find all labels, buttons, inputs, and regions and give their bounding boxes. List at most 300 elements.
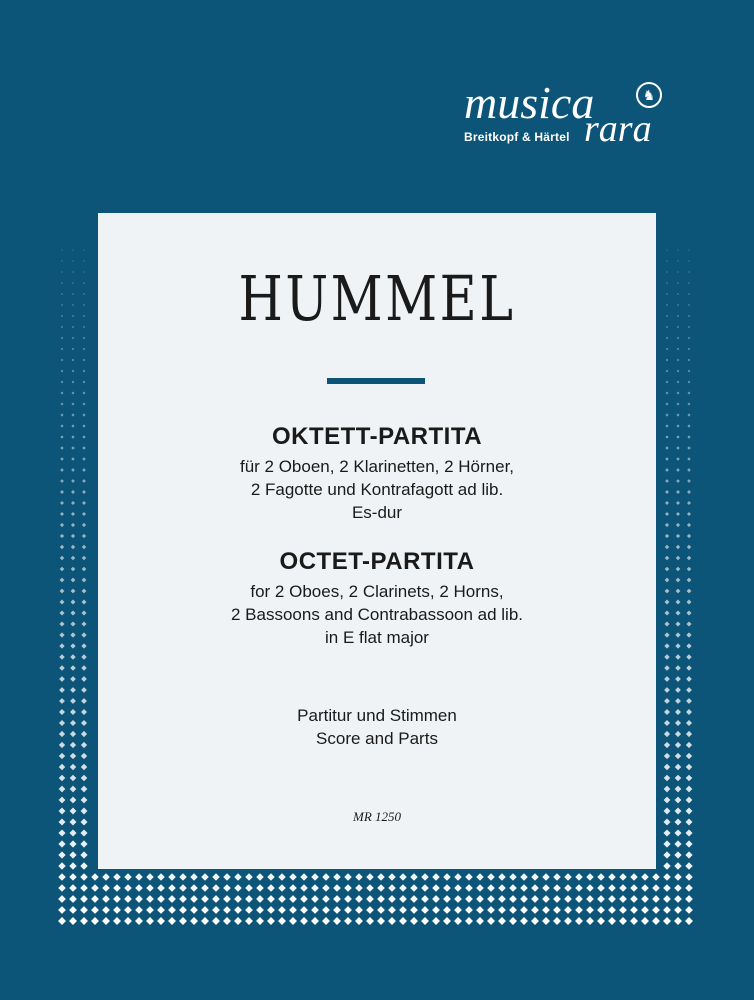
- pattern-dot: [687, 545, 691, 549]
- pattern-dot: [70, 786, 77, 793]
- pattern-dot: [82, 402, 85, 405]
- pattern-dot: [70, 676, 76, 682]
- english-description: [98, 580, 656, 649]
- pattern-dot: [666, 359, 669, 362]
- pattern-dot: [686, 731, 692, 737]
- pattern-dot: [82, 534, 86, 538]
- pattern-dot: [72, 381, 75, 384]
- pattern-dot: [72, 282, 74, 284]
- pattern-dot: [201, 917, 209, 925]
- pattern-dot: [410, 884, 418, 892]
- pattern-dot: [157, 917, 165, 925]
- pattern-dot: [677, 315, 679, 317]
- pattern-dot: [686, 621, 691, 626]
- pattern-dot: [686, 687, 692, 693]
- pattern-dot: [124, 873, 132, 881]
- pattern-dot: [465, 906, 473, 914]
- pattern-dot: [355, 884, 363, 892]
- pattern-dot: [60, 402, 63, 405]
- pattern-dot: [666, 337, 668, 339]
- pattern-dot: [675, 643, 680, 648]
- pattern-dot: [60, 567, 65, 572]
- pattern-dot: [675, 654, 680, 659]
- pattern-dot: [676, 545, 680, 549]
- pattern-dot: [665, 512, 669, 516]
- pattern-dot: [454, 906, 462, 914]
- pattern-dot: [619, 906, 627, 914]
- pattern-dot: [675, 786, 682, 793]
- pattern-dot: [83, 381, 86, 384]
- german-line: 2 Fagotte und Kontrafagott ad lib.: [250, 480, 504, 499]
- german-line: Es-dur: [351, 503, 403, 522]
- pattern-dot: [586, 873, 594, 881]
- pattern-dot: [300, 895, 308, 903]
- pattern-dot: [586, 884, 594, 892]
- pattern-dot: [564, 906, 572, 914]
- pattern-dot: [498, 873, 506, 881]
- pattern-dot: [688, 271, 690, 273]
- pattern-dot: [81, 819, 88, 826]
- pattern-dot: [59, 698, 65, 704]
- pattern-dot: [212, 873, 220, 881]
- pattern-dot: [432, 873, 440, 881]
- pattern-dot: [498, 917, 506, 925]
- pattern-dot: [665, 457, 669, 461]
- pattern-dot: [61, 304, 63, 306]
- pattern-dot: [685, 895, 693, 903]
- pattern-dot: [157, 873, 165, 881]
- pattern-dot: [234, 873, 242, 881]
- pattern-dot: [58, 862, 65, 869]
- pattern-dot: [676, 446, 679, 449]
- pattern-dot: [454, 917, 462, 925]
- pattern-dot: [83, 293, 85, 295]
- pattern-dot: [688, 348, 691, 351]
- pattern-dot: [69, 884, 77, 892]
- pattern-dot: [687, 600, 692, 605]
- pattern-dot: [58, 884, 66, 892]
- pattern-dot: [70, 797, 77, 804]
- pattern-dot: [688, 381, 691, 384]
- pattern-dot: [179, 873, 187, 881]
- pattern-dot: [58, 906, 66, 914]
- pattern-dot: [665, 556, 669, 560]
- pattern-dot: [676, 413, 679, 416]
- pattern-dot: [677, 282, 679, 284]
- pattern-dot: [60, 545, 64, 549]
- pattern-dot: [135, 917, 143, 925]
- pattern-dot: [665, 479, 669, 483]
- pattern-dot: [686, 742, 692, 748]
- pattern-dot: [675, 819, 682, 826]
- pattern-dot: [82, 600, 87, 605]
- pattern-dot: [333, 884, 341, 892]
- pattern-dot: [542, 884, 550, 892]
- pattern-dot: [685, 906, 693, 914]
- pattern-dot: [60, 424, 63, 427]
- pattern-dot: [410, 873, 418, 881]
- pattern-dot: [60, 479, 64, 483]
- pattern-dot: [677, 337, 679, 339]
- pattern-dot: [72, 293, 74, 295]
- pattern-dot: [677, 348, 680, 351]
- pattern-dot: [168, 884, 176, 892]
- english-line: in E flat major: [325, 628, 429, 647]
- pattern-dot: [664, 643, 669, 648]
- pattern-dot: [675, 698, 681, 704]
- pattern-dot: [663, 895, 671, 903]
- pattern-dot: [82, 468, 86, 472]
- pattern-dot: [113, 884, 121, 892]
- pattern-dot: [102, 873, 110, 881]
- pattern-dot: [322, 884, 330, 892]
- pattern-dot: [597, 884, 605, 892]
- pattern-dot: [146, 884, 154, 892]
- pattern-dot: [71, 446, 74, 449]
- swan-emblem-icon: ♞: [636, 82, 662, 108]
- pattern-dot: [61, 392, 64, 395]
- pattern-dot: [91, 884, 99, 892]
- pattern-dot: [677, 359, 680, 362]
- pattern-dot: [60, 435, 63, 438]
- pattern-dot: [80, 862, 87, 869]
- pattern-dot: [344, 917, 352, 925]
- pattern-dot: [60, 556, 64, 560]
- pattern-dot: [333, 873, 341, 881]
- pattern-dot: [234, 906, 242, 914]
- pattern-dot: [388, 906, 396, 914]
- pattern-dot: [553, 906, 561, 914]
- pattern-dot: [663, 917, 671, 925]
- pattern-dot: [81, 687, 87, 693]
- pattern-dot: [666, 271, 668, 273]
- pattern-dot: [665, 578, 670, 583]
- pattern-dot: [59, 665, 65, 671]
- pattern-dot: [60, 523, 64, 527]
- pattern-dot: [676, 534, 680, 538]
- pattern-dot: [597, 917, 605, 925]
- pattern-dot: [102, 906, 110, 914]
- pattern-dot: [652, 895, 660, 903]
- pattern-dot: [102, 884, 110, 892]
- pattern-dot: [664, 687, 670, 693]
- pattern-dot: [60, 446, 63, 449]
- pattern-dot: [60, 578, 65, 583]
- edition-info: [98, 704, 656, 750]
- pattern-dot: [344, 906, 352, 914]
- pattern-dot: [687, 512, 691, 516]
- pattern-dot: [564, 917, 572, 925]
- pattern-dot: [677, 249, 679, 251]
- pattern-dot: [652, 906, 660, 914]
- pattern-dot: [675, 687, 681, 693]
- pattern-dot: [377, 884, 385, 892]
- pattern-dot: [135, 906, 143, 914]
- pattern-dot: [82, 578, 87, 583]
- pattern-dot: [553, 917, 561, 925]
- pattern-dot: [245, 895, 253, 903]
- pattern-dot: [124, 906, 132, 914]
- pattern-dot: [113, 895, 121, 903]
- pattern-dot: [82, 435, 85, 438]
- pattern-dot: [542, 873, 550, 881]
- pattern-dot: [71, 457, 75, 461]
- pattern-dot: [686, 764, 692, 770]
- pattern-dot: [83, 271, 85, 273]
- pattern-dot: [619, 873, 627, 881]
- pattern-dot: [80, 895, 88, 903]
- pattern-dot: [597, 906, 605, 914]
- pattern-dot: [687, 534, 691, 538]
- pattern-dot: [575, 895, 583, 903]
- pattern-dot: [676, 435, 679, 438]
- pattern-dot: [72, 260, 74, 262]
- pattern-dot: [608, 884, 616, 892]
- pattern-dot: [81, 621, 86, 626]
- pattern-dot: [366, 895, 374, 903]
- pattern-dot: [60, 534, 64, 538]
- pattern-dot: [311, 917, 319, 925]
- pattern-dot: [676, 512, 680, 516]
- pattern-dot: [59, 632, 64, 637]
- pattern-dot: [666, 260, 668, 262]
- pattern-dot: [677, 304, 679, 306]
- pattern-dot: [564, 895, 572, 903]
- pattern-dot: [234, 884, 242, 892]
- pattern-dot: [688, 337, 690, 339]
- pattern-dot: [344, 895, 352, 903]
- pattern-dot: [487, 917, 495, 925]
- pattern-dot: [676, 589, 681, 594]
- pattern-dot: [575, 917, 583, 925]
- pattern-dot: [630, 884, 638, 892]
- pattern-dot: [168, 906, 176, 914]
- pattern-dot: [278, 895, 286, 903]
- pattern-dot: [377, 895, 385, 903]
- pattern-dot: [70, 742, 76, 748]
- pattern-dot: [665, 435, 668, 438]
- pattern-dot: [234, 895, 242, 903]
- pattern-dot: [520, 917, 528, 925]
- pattern-dot: [59, 654, 64, 659]
- pattern-dot: [289, 917, 297, 925]
- pattern-dot: [81, 786, 88, 793]
- pattern-dot: [81, 742, 87, 748]
- pattern-dot: [531, 906, 539, 914]
- pattern-dot: [366, 884, 374, 892]
- pattern-dot: [190, 873, 198, 881]
- pattern-dot: [267, 873, 275, 881]
- pattern-dot: [674, 862, 681, 869]
- pattern-dot: [59, 764, 65, 770]
- pattern-dot: [72, 359, 75, 362]
- pattern-dot: [686, 797, 693, 804]
- pattern-dot: [82, 457, 86, 461]
- pattern-dot: [377, 873, 385, 881]
- pattern-dot: [60, 512, 64, 516]
- pattern-dot: [685, 851, 692, 858]
- pattern-dot: [60, 501, 64, 505]
- pattern-dot: [553, 895, 561, 903]
- edition-line: Partitur und Stimmen: [297, 706, 457, 725]
- pattern-dot: [675, 632, 680, 637]
- pattern-dot: [608, 873, 616, 881]
- pattern-dot: [686, 808, 693, 815]
- pattern-dot: [388, 873, 396, 881]
- pattern-dot: [59, 731, 65, 737]
- pattern-dot: [59, 720, 65, 726]
- pattern-dot: [190, 906, 198, 914]
- pattern-dot: [575, 906, 583, 914]
- pattern-dot: [432, 906, 440, 914]
- pattern-dot: [664, 819, 671, 826]
- pattern-dot: [168, 917, 176, 925]
- pattern-dot: [443, 917, 451, 925]
- pattern-dot: [487, 895, 495, 903]
- pattern-dot: [146, 873, 154, 881]
- pattern-dot: [663, 851, 670, 858]
- pattern-dot: [676, 468, 680, 472]
- pattern-dot: [245, 917, 253, 925]
- pattern-dot: [71, 402, 74, 405]
- pattern-dot: [81, 709, 87, 715]
- pattern-dot: [687, 556, 691, 560]
- pattern-dot: [677, 370, 680, 373]
- pattern-dot: [674, 906, 682, 914]
- pattern-dot: [366, 906, 374, 914]
- pattern-dot: [675, 742, 681, 748]
- pattern-dot: [61, 293, 63, 295]
- pattern-dot: [476, 895, 484, 903]
- pattern-dot: [82, 446, 85, 449]
- pattern-dot: [454, 884, 462, 892]
- pattern-dot: [234, 917, 242, 925]
- pattern-dot: [465, 873, 473, 881]
- pattern-dot: [399, 884, 407, 892]
- pattern-dot: [311, 873, 319, 881]
- pattern-dot: [675, 720, 681, 726]
- pattern-dot: [70, 775, 77, 782]
- pattern-dot: [256, 917, 264, 925]
- pattern-dot: [300, 917, 308, 925]
- pattern-dot: [641, 884, 649, 892]
- pattern-dot: [70, 720, 76, 726]
- pattern-dot: [498, 906, 506, 914]
- pattern-dot: [675, 621, 680, 626]
- pattern-dot: [664, 665, 670, 671]
- pattern-dot: [676, 578, 681, 583]
- pattern-dot: [72, 326, 74, 328]
- pattern-dot: [157, 895, 165, 903]
- pattern-dot: [686, 786, 693, 793]
- pattern-dot: [509, 895, 517, 903]
- pattern-dot: [61, 249, 63, 251]
- pattern-dot: [597, 895, 605, 903]
- pattern-dot: [72, 271, 74, 273]
- pattern-dot: [223, 884, 231, 892]
- pattern-dot: [71, 512, 75, 516]
- pattern-dot: [421, 884, 429, 892]
- pattern-dot: [685, 862, 692, 869]
- pattern-dot: [81, 665, 87, 671]
- pattern-dot: [212, 884, 220, 892]
- pattern-dot: [81, 654, 86, 659]
- pattern-dot: [641, 873, 649, 881]
- pattern-dot: [520, 884, 528, 892]
- pattern-dot: [666, 348, 669, 351]
- catalog-number: MR 1250: [352, 809, 402, 824]
- pattern-dot: [465, 884, 473, 892]
- pattern-dot: [674, 873, 682, 881]
- pattern-dot: [476, 884, 484, 892]
- pattern-dot: [688, 359, 691, 362]
- pattern-dot: [256, 895, 264, 903]
- pattern-dot: [71, 556, 75, 560]
- pattern-dot: [686, 819, 693, 826]
- pattern-dot: [664, 753, 670, 759]
- pattern-dot: [686, 709, 692, 715]
- pattern-dot: [666, 249, 668, 251]
- pattern-dot: [619, 884, 627, 892]
- pattern-dot: [72, 392, 75, 395]
- pattern-dot: [688, 249, 690, 251]
- english-line: for 2 Oboes, 2 Clarinets, 2 Horns,: [250, 582, 504, 601]
- pattern-dot: [179, 884, 187, 892]
- pattern-dot: [59, 786, 66, 793]
- pattern-dot: [69, 829, 76, 836]
- pattern-dot: [60, 457, 64, 461]
- pattern-dot: [83, 337, 85, 339]
- pattern-dot: [81, 720, 87, 726]
- pattern-dot: [83, 348, 86, 351]
- pattern-dot: [124, 895, 132, 903]
- pattern-dot: [542, 895, 550, 903]
- pattern-dot: [377, 906, 385, 914]
- pattern-dot: [666, 304, 668, 306]
- pattern-dot: [300, 884, 308, 892]
- pattern-dot: [666, 282, 668, 284]
- pattern-dot: [71, 523, 75, 527]
- pattern-dot: [688, 370, 691, 373]
- pattern-dot: [71, 468, 75, 472]
- pattern-dot: [675, 676, 681, 682]
- pattern-dot: [687, 424, 690, 427]
- pattern-dot: [664, 797, 671, 804]
- pattern-dot: [630, 873, 638, 881]
- pattern-dot: [71, 413, 74, 416]
- pattern-dot: [665, 446, 668, 449]
- pattern-dot: [663, 873, 671, 881]
- pattern-dot: [83, 359, 86, 362]
- pattern-dot: [664, 654, 669, 659]
- pattern-dot: [421, 895, 429, 903]
- pattern-dot: [665, 424, 668, 427]
- pattern-dot: [676, 600, 681, 605]
- pattern-dot: [146, 917, 154, 925]
- pattern-dot: [688, 293, 690, 295]
- pattern-dot: [59, 610, 64, 615]
- pattern-dot: [586, 895, 594, 903]
- pattern-dot: [687, 479, 691, 483]
- pattern-dot: [687, 435, 690, 438]
- pattern-dot: [675, 709, 681, 715]
- pattern-dot: [322, 906, 330, 914]
- pattern-dot: [69, 906, 77, 914]
- pattern-dot: [59, 643, 64, 648]
- pattern-dot: [201, 884, 209, 892]
- pattern-dot: [520, 895, 528, 903]
- pattern-dot: [71, 435, 74, 438]
